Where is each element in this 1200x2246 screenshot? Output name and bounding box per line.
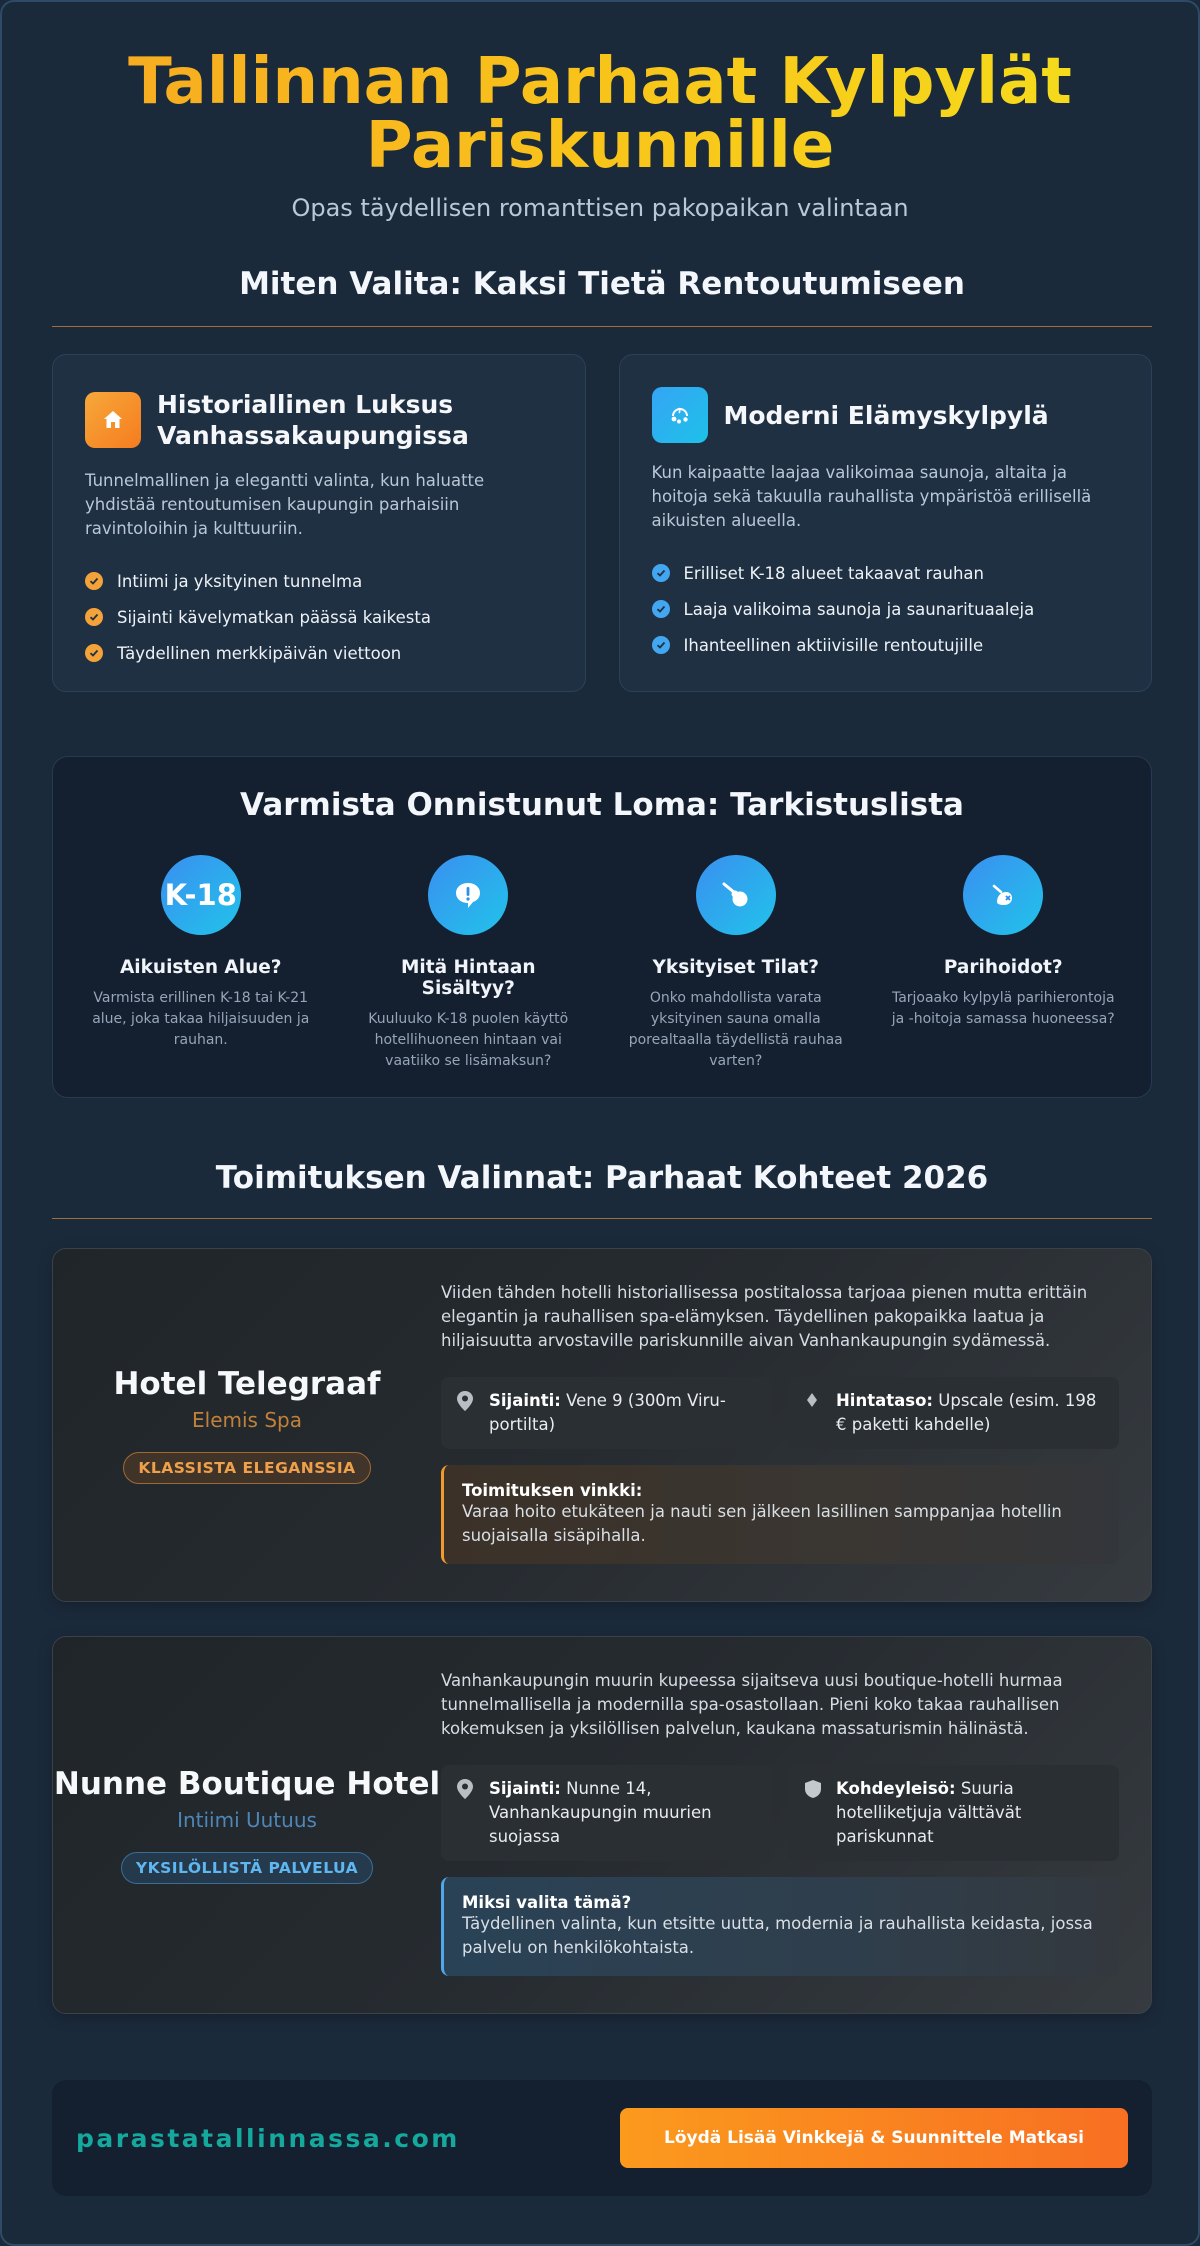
hotel-card-telegraaf	[52, 1248, 1152, 1602]
list-item: Sijainti kävelymatkan päässä kaikesta	[85, 599, 553, 635]
path-description: Tunnelmallinen ja elegantti valinta, kun haluatte yhdistää rentoutumisen kaupungin parhaisiin ravintoloihin ja kulttuuriin.	[85, 471, 485, 538]
checklist-item-private	[602, 855, 870, 1072]
section-title: Miten Valita: Kaksi Tietä Rentoutumiseen	[239, 266, 965, 302]
list-item: Erilliset K-18 alueet takaavat rauhan	[652, 555, 1120, 591]
hotel-spa-name: Intiimi Uutuus	[177, 1808, 317, 1832]
footer	[52, 2080, 1152, 2196]
shield-icon	[804, 1779, 822, 1803]
path-title: Moderni Elämyskylpylä	[723, 400, 1049, 430]
hotel-badge: YKSILÖLLISTÄ PALVELUA	[121, 1852, 373, 1884]
checklist-item-price	[335, 855, 603, 1072]
hotel-description: Vanhankaupungin muurin kupeessa sijaitseva uusi boutique-hotelli hurmaa tunnelmallisella ja modernilla spa-osastollaan. Pieni koko takaa rauhallisen kokemuksen ja yksilöllisen palvelun, kaukana massaturismin hälinästä.	[441, 1671, 1063, 1738]
list-item: Täydellinen merkkipäivän viettoon	[85, 635, 553, 671]
checklist-item-desc: Onko mahdollista varata yksityinen sauna omalla porealtaalla täydellistä rauhaa varten?	[628, 990, 843, 1069]
editor-tip: Toimituksen vinkki: Varaa hoito etukäteen ja nauti sen jälkeen lasillinen samppanjaa hotellin suojaisalla sisäpihalla.	[441, 1465, 1119, 1564]
path-card-modern	[619, 354, 1153, 692]
hotel-spa-name: Elemis Spa	[192, 1408, 302, 1432]
private-sauna-icon	[696, 855, 776, 935]
check-icon	[652, 600, 670, 618]
spa-icon	[652, 387, 708, 443]
section-divider	[52, 326, 1152, 327]
hotel-badge: KLASSISTA ELEGANSSIA	[123, 1452, 370, 1484]
k18-icon: K-18	[161, 855, 241, 935]
why-choose-tip: Miksi valita tämä? Täydellinen valinta, kun etsitte uutta, modernia ja rauhallista keidasta, jossa palvelu on henkilökohtaista.	[441, 1877, 1119, 1976]
page-subtitle: Opas täydellisen romanttisen pakopaikan valintaan	[291, 194, 909, 222]
hotel-card-nunne	[52, 1636, 1152, 2014]
checklist-item-desc: Tarjoaako kylpylä parihierontoja ja -hoitoja samassa huoneessa?	[891, 990, 1115, 1027]
list-item: Intiimi ja yksityinen tunnelma	[85, 563, 553, 599]
checklist-item-title: Mitä Hintaan Sisältyy?	[401, 957, 536, 999]
check-icon	[652, 564, 670, 582]
page-title: Tallinnan Parhaat Kylpylät Pariskunnille	[2, 50, 1198, 178]
map-pin-icon	[457, 1391, 475, 1415]
hotel-fact-location: Sijainti: Vene 9 (300m Viru-portilta)	[441, 1377, 772, 1449]
house-icon	[85, 392, 141, 448]
header	[2, 2, 1198, 222]
section-divider	[52, 1218, 1152, 1219]
feature-list	[652, 555, 1120, 663]
price-tag-icon	[804, 1391, 822, 1415]
feature-list	[85, 563, 553, 671]
hotel-fact-location: Sijainti: Nunne 14, Vanhankaupungin muurien suojassa	[441, 1765, 772, 1861]
checklist-item-couples	[870, 855, 1138, 1072]
checklist-panel	[52, 756, 1152, 1098]
check-icon	[652, 636, 670, 654]
checklist-item-title: Aikuisten Alue?	[119, 957, 282, 978]
hotel-description: Viiden tähden hotelli historiallisessa postitalossa tarjoaa pienen mutta erittäin elegantin ja rauhallisen spa-elämyksen. Täydellinen pakopaikka laatua ja hiljaisuutta arvostaville pariskunnille aivan Vanhankaupungin sydämessä.	[441, 1283, 1088, 1350]
hotel-name: Hotel Telegraaf	[113, 1366, 381, 1402]
path-card-historic	[52, 354, 586, 692]
site-brand-link[interactable]: parastatallinnassa.com	[76, 2123, 460, 2153]
path-description: Kun kaipaatte laajaa valikoimaa saunoja, altaita ja hoitoja sekä takuulla rauhallista ympäristöä erillisellä aikuisten alueella.	[651, 463, 1092, 530]
checklist-title: Varmista Onnistunut Loma: Tarkistuslista	[240, 787, 964, 823]
cta-button[interactable]: Löydä Lisää Vinkkejä & Suunnittele Matkasi	[620, 2108, 1128, 2168]
hotel-name: Nunne Boutique Hotel	[53, 1766, 441, 1802]
checklist-item-title: Yksityiset Tilat?	[652, 957, 819, 978]
hotel-fact-audience: Kohdeyleisö: Suuria hotelliketjuja välttävät pariskunnat	[788, 1765, 1119, 1861]
picks-section-header	[2, 1160, 1200, 1219]
checklist-item-desc: Varmista erillinen K-18 tai K-21 alue, joka takaa hiljaisuuden ja rauhan.	[92, 990, 310, 1048]
checklist-item-desc: Kuuluuko K-18 puolen käyttö hotellihuoneen hintaan vai vaatiiko se lisämaksun?	[368, 1011, 569, 1069]
section-title: Toimituksen Valinnat: Parhaat Kohteet 2026	[215, 1160, 989, 1196]
paths-cards	[52, 354, 1152, 692]
checklist-item-title: Parihoidot?	[943, 957, 1063, 978]
check-icon	[85, 644, 103, 662]
check-icon	[85, 572, 103, 590]
list-item: Ihanteellinen aktiivisille rentoutujille	[652, 627, 1120, 663]
paths-section-header	[2, 266, 1200, 327]
checklist-item-adults	[67, 855, 335, 1072]
list-item: Laaja valikoima saunoja ja saunarituaaleja	[652, 591, 1120, 627]
hotel-fact-price: Hintataso: Upscale (esim. 198 € paketti kahdelle)	[788, 1377, 1119, 1449]
couple-treatment-icon	[963, 855, 1043, 935]
alert-bubble-icon	[428, 855, 508, 935]
check-icon	[85, 608, 103, 626]
path-title: Historiallinen Luksus Vanhassakaupungissa	[157, 390, 469, 450]
map-pin-icon	[457, 1779, 475, 1803]
